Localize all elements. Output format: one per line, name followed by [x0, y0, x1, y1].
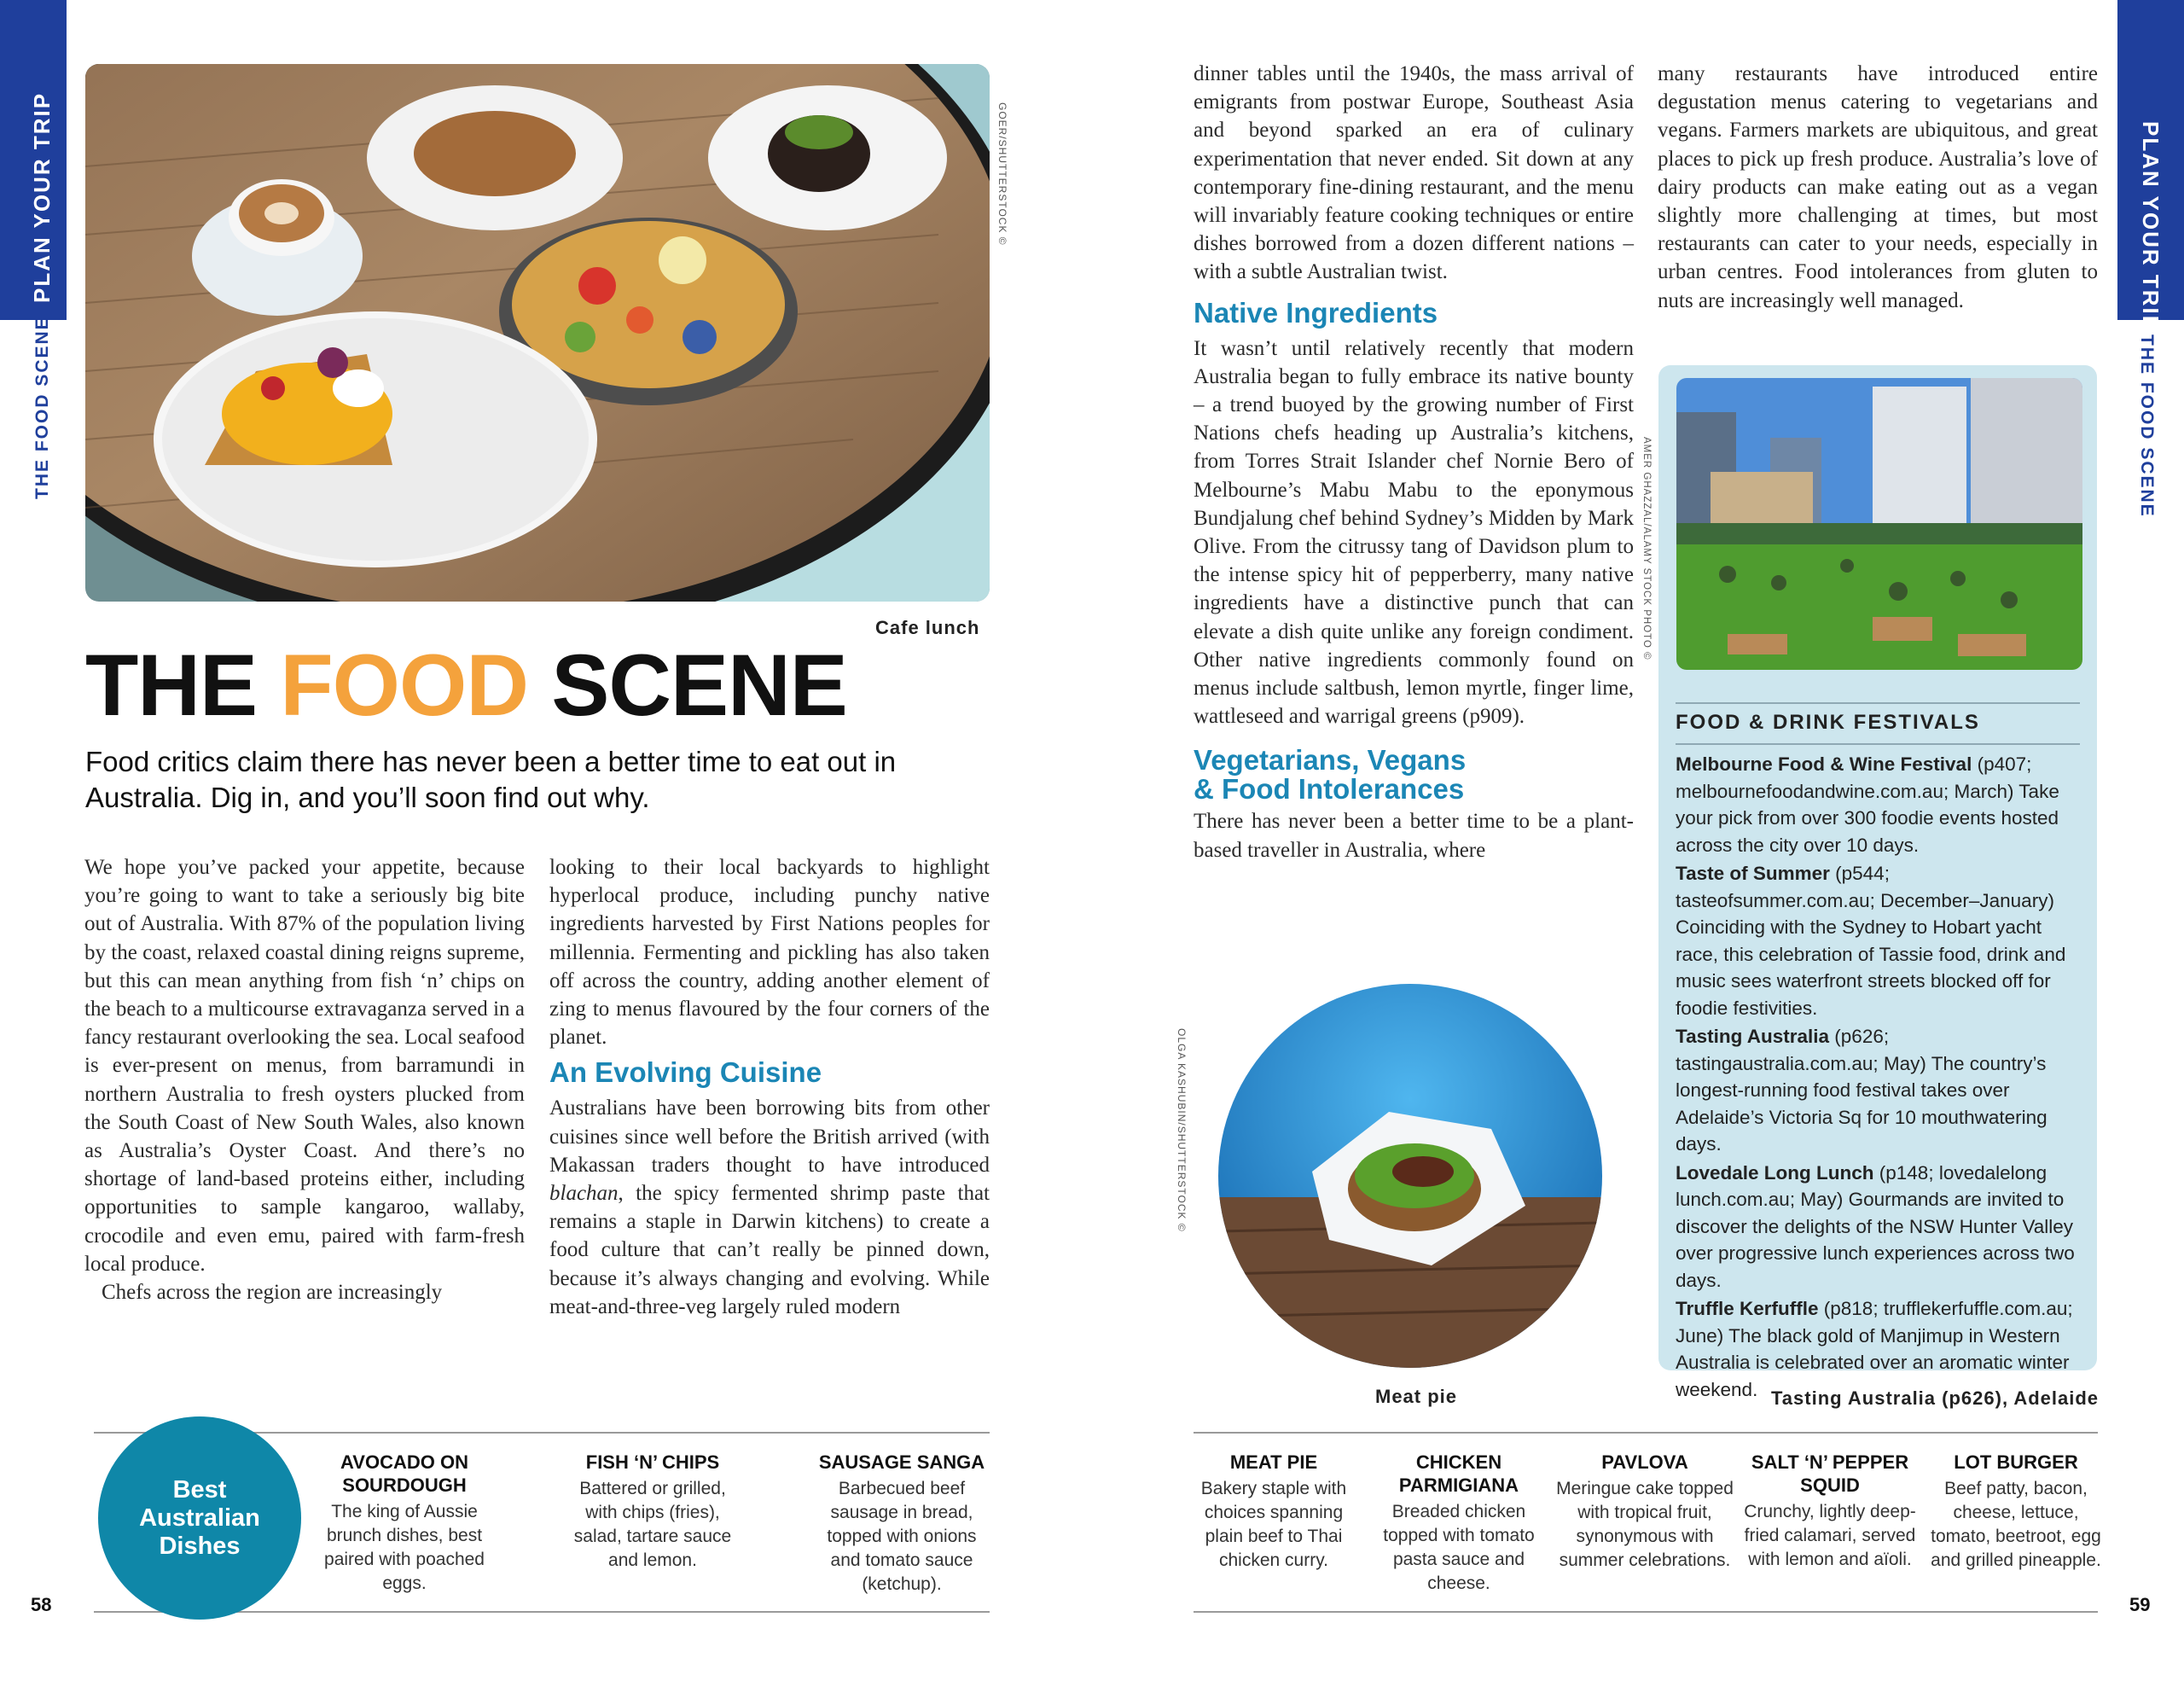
dish-item	[1740, 1451, 1920, 1572]
dish-description: The king of Aussie brunch dishes, best paired with poached eggs.	[324, 1502, 485, 1593]
title-accent-word: FOOD	[280, 637, 528, 734]
dish-name: SAUSAGE SANGA	[818, 1451, 985, 1473]
heading-native-ingredients: Native Ingredients	[1194, 296, 1438, 329]
page-number-right: 59	[2129, 1594, 2151, 1615]
dish-item	[563, 1451, 742, 1573]
dishes-bottom-rule-right	[1194, 1611, 2098, 1613]
dish-name: SALT ‘N’ PEPPER SQUID	[1751, 1451, 1909, 1496]
standfirst: Food critics claim there has never been a better time to eat out in Australia. Dig in, and you’ll soon find out why.	[85, 746, 897, 813]
col3-paragraph-3: There has never been a better time to be a plant-based traveller in Australia, where	[1194, 810, 1634, 862]
heading-evolving-cuisine: An Evolving Cuisine	[549, 1056, 822, 1089]
dish-name: MEAT PIE	[1229, 1451, 1318, 1473]
festival-heading: FOOD & DRINK FESTIVALS	[1676, 702, 2080, 745]
meat-pie-photo	[1218, 984, 1602, 1368]
col2-paragraph-1: looking to their local backyards to highlight hyperlocal produce, including punchy native ingredients harvested by First Nations peoples for millennia. Fermenting and pickling has also taken off across the country, adding another element of zing to menus flavoured by the four corners of the planet.	[549, 856, 990, 1050]
dish-item	[1184, 1451, 1363, 1573]
section-label-right: PLAN YOUR TRIP	[2138, 121, 2164, 333]
festival-list	[1676, 751, 2083, 1405]
festival-photo	[1676, 378, 2082, 670]
pie-photo-caption: Meat pie	[1375, 1386, 1458, 1407]
heading-vegetarians: Vegetarians, Vegans & Food Intolerances	[1194, 744, 1467, 806]
dish-item	[1555, 1451, 1734, 1573]
dish-description: Crunchy, lightly deep-fried calamari, served with lemon and aïoli.	[1744, 1502, 1916, 1569]
pie-photo-credit: OLGA KASHUBIN/SHUTTERSTOCK ©	[1176, 1028, 1188, 1232]
col3-paragraph-1: dinner tables until the 1940s, the mass arrival of emigrants from postwar Europe, Southeast Asia and beyond sparked an era of culinary experimentation that never ended. Sit down at any contemporary fine-dining restaurant, and the menu will invariably feature cooking techniques or entire dishes borrowed from a dozen different nations – with a subtle Australian twist.	[1194, 62, 1634, 284]
dish-description: Meringue cake topped with tropical fruit, synonymous with summer celebrations.	[1556, 1479, 1734, 1570]
dish-description: Beef patty, bacon, cheese, lettuce, tomato, beetroot, egg and grilled pineapple.	[1931, 1479, 2101, 1570]
festival-item: Lovedale Long Lunch (p148; lovedalelong lunch.com.au; May) Gourmands are invited to discover the delights of the NSW Hunter Valley over progressive lunch experiences across two days.	[1676, 1161, 2075, 1291]
festival-item: Tasting Australia (p626; tastingaustralia.com.au; May) The country’s longest-running food festival takes over Adelaide’s Victoria Sq for 10 mouthwatering days.	[1676, 1026, 2048, 1155]
dishes-top-rule-right	[1194, 1432, 2098, 1434]
dish-item	[1926, 1451, 2106, 1573]
festival-photo-credit: AMER GHAZZAL/ALAMY STOCK PHOTO ©	[1641, 437, 1652, 660]
body-column-2	[549, 853, 990, 1321]
dish-name: AVOCADO ON SOURDOUGH	[340, 1451, 468, 1496]
col2-paragraph-2: Australians have been borrowing bits from other cuisines since well before the British arrived (with Makassan traders thought to have introduced blachan, the spicy fermented shrimp paste that remains a staple in Darwin kitchens) to create a food culture that can’t really be pinned down, because it’s always changing and evolving. While meat-and-three-veg largely ruled modern	[549, 1096, 990, 1318]
body-column-1	[84, 853, 525, 1306]
dish-name: CHICKEN PARMIGIANA	[1398, 1451, 1519, 1496]
cafe-photo-credit: GOER/SHUTTERSTOCK ©	[996, 102, 1008, 246]
festival-photo-caption: Tasting Australia (p626), Adelaide	[1771, 1387, 2100, 1409]
col4-paragraph-1: many restaurants have introduced entire degustation menus catering to vegetarians and vegans. Farmers markets are ubiquitous, and great places to pick up fresh produce. Australia’s love of dairy products can make eating out as a vegan slightly more challenging at times, but most restaurants can cater to your needs, especially in urban centres. Food intolerances from gluten to nuts are increasingly well managed.	[1658, 62, 2098, 312]
dish-description: Breaded chicken topped with tomato pasta sauce and cheese.	[1383, 1502, 1535, 1593]
cafe-photo-caption: Cafe lunch	[875, 617, 980, 638]
cafe-lunch-photo	[85, 64, 990, 602]
dish-name: LOT BURGER	[1954, 1451, 2078, 1473]
col3-paragraph-2: It wasn’t until relatively recently that modern Australia began to fully embrace its native bounty – a trend buoyed by the growing number of First Nations chefs heading up Australia’s kitchens, from Torres Strait Islander chef Nornie Bero of Melbourne’s Mabu Mabu to the eponymous Bundjalung chef behind Sydney’s Midden by Mark Olive. From the citrussy tang of Davidson plum to the intense spicy hit of pepperberry, many native ingredients have a distinctive punch that can elevate a dish quite unlike any foreign condiment. Other native ingredients commonly found on menus include saltbush, lemon myrtle, finger lime, wattleseed and warrigal greens (p909).	[1194, 336, 1634, 729]
dish-item	[1369, 1451, 1548, 1596]
dish-description: Bakery staple with choices spanning plain beef to Thai chicken curry.	[1200, 1479, 1347, 1570]
festival-item: Taste of Summer (p544; tasteofsummer.com.au; December–January) Coinciding with the Sydney to Hobart yacht race, this celebration of Tassie food, drink and music sees waterfront streets blocked off for foodie festivities.	[1676, 863, 2066, 1019]
dish-description: Battered or grilled, with chips (fries), salad, tartare sauce and lemon.	[573, 1479, 732, 1570]
festival-item: Truffle Kerfuffle (p818; trufflekerfuffle.com.au; June) The black gold of Manjimup in Western Australia is celebrated over an aromatic winter weekend.	[1676, 1298, 2073, 1400]
dish-name: PAVLOVA	[1601, 1451, 1688, 1473]
chapter-label-left: THE FOOD SCENE	[32, 316, 52, 499]
festival-item: Melbourne Food & Wine Festival (p407; melbournefoodandwine.com.au; March) Take your pick from over 300 foodie events hosted across the city over 10 days.	[1676, 753, 2059, 856]
dish-name: FISH ‘N’ CHIPS	[585, 1451, 720, 1473]
dish-item	[812, 1451, 991, 1597]
col1-paragraph-1: We hope you’ve packed your appetite, because you’re going to want to take a seriously big bite out of Australia. With 87% of the population living by the coast, relaxed coastal dining reigns supreme, but this can mean anything from fish ‘n’ chips on the beach to a multicourse extravaganza served in a fancy restaurant overlooking the sea. Local seafood is ever-present on menus, from barramundi in northern Australia to fresh oysters plucked from the South Coast of New South Wales, also known as Australia’s Oyster Coast. And there’s no shortage of land-based proteins either, including opportunities to sample kangaroo, wallaby, crocodile and even emu, paired with farm-fresh local produce.	[84, 856, 525, 1276]
body-column-3	[1194, 60, 1634, 864]
body-column-4	[1658, 60, 2098, 315]
section-label-left: PLAN YOUR TRIP	[29, 91, 55, 303]
page-title: THE FOOD SCENE	[85, 637, 847, 734]
col1-paragraph-2: Chefs across the region are increasingly	[102, 1281, 443, 1305]
dish-description: Barbecued beef sausage in bread, topped with onions and tomato sauce (ketchup).	[827, 1479, 977, 1594]
dish-item	[315, 1451, 494, 1596]
page-number-left: 58	[31, 1594, 52, 1615]
chapter-label-right: THE FOOD SCENE	[2137, 334, 2157, 518]
best-dishes-badge: Best Australian Dishes	[98, 1416, 301, 1620]
